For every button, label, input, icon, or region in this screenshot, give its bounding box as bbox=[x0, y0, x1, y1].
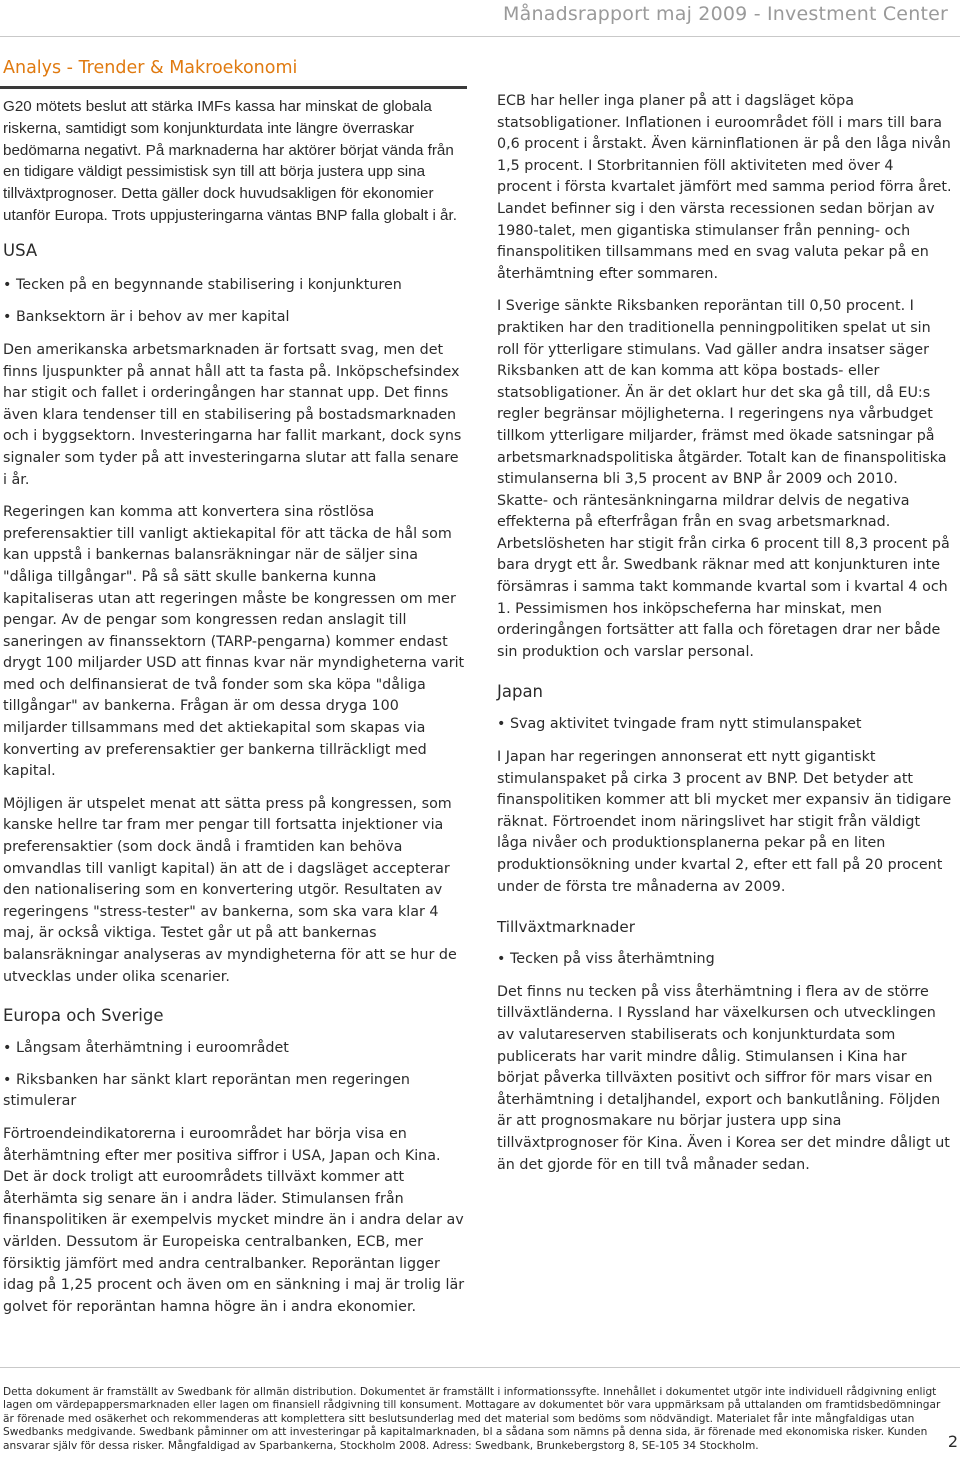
right-column bbox=[497, 91, 952, 1176]
section-title: Analys - Trender & Makroekonomi bbox=[3, 58, 298, 78]
europe-paragraph-1: Förtroendeindikatorerna i euroområdet har börja visa en återhämtning efter mer positiva siffror i USA, Japan och Kina. Det är dock troligt att euroområdets tillväxt kommer att återhämta sig senare än i andra läder. Stimulansen från finanspolitiken är exempelvis mycket mindre än i andra delar av världen. Dessutom är Europeiska centralbanken, ECB, mer försiktig jämfört med andra centralbanker. Reporäntan ligger idag på 1,25 procent och även om en sänkning i maj är trolig lär golvet för reporäntan hamna högre än i andra ekonomier. bbox=[3, 1125, 465, 1315]
usa-paragraph-3: Möjligen är utspelet menat att sätta press på kongressen, som kanske hellre tar fram mer pengar till fortsatta injektioner via preferensaktier (som dock ändå i framtiden kan behöva omvandlas till vanligt kapital) än att de i dagsläget accepterar den nationalisering som en konvertering utgör. Resultaten av regeringens "stress-tester" av bankerna, som ska vara klar 4 maj, är också viktiga. Testet går ut på att bankernas balansräkningar analyseras av myndigheterna för att se hur de utvecklas under olika scenarier. bbox=[3, 795, 457, 985]
emerging-bullet-1: • Tecken på viss återhämtning bbox=[497, 949, 952, 971]
europe-heading: Europa och Sverige bbox=[3, 1006, 164, 1026]
japan-heading: Japan bbox=[497, 682, 544, 702]
europe-bullet-2: • Riksbanken har sänkt klart reporäntan men regeringen stimulerar bbox=[3, 1070, 465, 1113]
header-divider bbox=[0, 36, 960, 37]
usa-heading: USA bbox=[3, 240, 38, 260]
europe-paragraph-3: I Sverige sänkte Riksbanken reporäntan till 0,50 procent. I praktiken har den traditionella penningpolitiken spelat ut sin roll för ytterligare stimulans. Vad gäller andra insatser säger Riksbanken att de kan komma att köpa bostads- eller statsobligationer. Än är det oklart hur det ska gå till, då EU:s regler begränsar möjligheterna. I regeringens nya vårbudget tillkom ytterligare miljarder, främst med ökade satsningar på arbetsmarknadspolitiska åtgärder. Totalt kan de finanspolitiska stimulanserna bli 3,5 procent av BNP år 2009 och 2010. Skatte- och räntesänkningarna mildrar delvis de negativa effekterna på efterfrågan från en svag arbetsmarknad. Arbetslösheten har stigit från cirka 6 procent till 8,3 procent på bara drygt ett år. Swedbank räknar med att konjunkturen inte försämras i samma takt kommande kvartal som i kvartal 4 och 1. Pessimismen hos inköpscheferna har minskat, men orderingången fortsätter att falla och företagen drar ner både sin produktion och varslar personal. bbox=[497, 298, 950, 660]
usa-bullet-2: • Banksektorn är i behov av mer kapital bbox=[3, 307, 465, 329]
usa-bullet-1: • Tecken på en begynnande stabilisering i konjunkturen bbox=[3, 275, 465, 297]
usa-paragraph-2: Regeringen kan komma att konvertera sina röstlösa preferensaktier till vanligt aktiekapital för att täcka de hål som kan uppstå i bankernas balansräkningar när de säljer sina "dåliga tillgångar". På så sätt skulle bankerna kunna kapitaliseras utan att regeringen måste be kongressen om mer pengar. Av de pengar som kongressen redan anslagit till saneringen av finanssektorn (TARP-pengarna) kommer endast drygt 100 miljarder USD att finnas kvar när myndigheterna varit med och delfinansierat de två fonder som ska köpa "dåliga tillgångar" av bankerna. Frågan är om dessa dryga 100 miljarder tillsammans med det aktiekapital som skapas via konverting av preferensaktier ger bankerna tillräckligt med kapital. bbox=[3, 504, 465, 780]
europe-bullet-1: • Långsam återhämtning i euroområdet bbox=[3, 1038, 465, 1060]
intro-paragraph: G20 mötets beslut att stärka IMFs kassa har minskat de globala riskerna, samtidigt som konjunkturdata inte längre överraskar bedömarna negativt. På marknaderna har aktörer börjat vända från en tidigare väldigt pessimistisk syn till att börja justera upp sina tillväxtprognoser. Detta gäller dock huvudsakligen för ekonomier utanför Europa. Trots uppjusteringarna väntas BNP falla globalt i år. bbox=[3, 98, 457, 224]
emerging-heading: Tillväxtmarknader bbox=[497, 918, 636, 937]
report-title: Månadsrapport maj 2009 - Investment Center bbox=[503, 3, 948, 25]
footer-divider bbox=[0, 1367, 960, 1368]
page-number: 2 bbox=[947, 1432, 958, 1451]
japan-bullet-1: • Svag aktivitet tvingade fram nytt stimulanspaket bbox=[497, 714, 952, 736]
europe-paragraph-2: ECB har heller inga planer på att i dagsläget köpa statsobligationer. Inflationen i euroområdet föll i mars till bara 0,6 procent i årstakt. Även kärninflationen är på den låga nivån 1,5 procent. I Storbritannien föll aktiviteten med över 4 procent i första kvartalet jämfört med samma period förra året. Landet befinner sig i den värsta recessionen sedan början av 1980-talet, men gigantiska stimulanser från penning- och finanspolitiken tillsammans med en svag valuta pekar på en återhämtning efter sommaren. bbox=[497, 93, 952, 282]
emerging-paragraph-1: Det finns nu tecken på viss återhämtning i flera av de större tillväxtländerna. I Ryssland har växelkursen och utvecklingen av valutareserven stabiliserats och konjunkturdata som publicerats har varit mindre dålig. Stimulansen i Kina har börjat påverka tillväxten positivt och siffror för mars visar en återhämtning i detaljhandel, export och bankutlåning. Följden är att prognosmakare nu börjar justera upp sina tillväxtprognoser för Kina. Även i Korea ser det mindre dåligt ut än det gjorde för en till två månader sedan. bbox=[497, 983, 950, 1173]
left-column bbox=[3, 96, 465, 1318]
usa-paragraph-1: Den amerikanska arbetsmarknaden är fortsatt svag, men det finns ljuspunkter på annat håll att ta fasta på. Inköpschefsindex har stigit och fallet i orderingången har stannat upp. Det finns även klara tendenser till en stabilisering på bostadsmarknaden och i byggsektorn. Investeringarna har fallit markant, dock syns signaler som tyder på att investeringarna slutar att falla senare i år. bbox=[3, 341, 462, 488]
section-divider bbox=[0, 86, 467, 89]
japan-paragraph-1: I Japan har regeringen annonserat ett nytt gigantiskt stimulanspaket på cirka 3 procent av BNP. Det betyder att finanspolitiken kommer att bli mycket mer expansiv än tidigare räknat. Förtroendet inom näringslivet har stigit från väldigt låga nivåer och produktionsplanerna pekar på en liten produktionsökning under kvartal 2, efter ett fall på 20 procent under de första tre månaderna av 2009. bbox=[497, 749, 952, 895]
footer-disclaimer: Detta dokument är framställt av Swedbank för allmän distribution. Dokumentet är framställt i informationssyfte. Innehållet i dokumentet utgör inte individuell rådgivning enligt lagen om värdepappersmarknaden eller lagen om finansiell rådgivning till konsument. Mottagare av dokumentet bör vara uppmärksam på uttalanden om framtidsbedömningar är förenade med osäkerhet och rekommenderas att komplettera sitt beslutsunderlag med det material som bedöms som nödvändigt. Materialet får inte mångfaldigas utan Swedbanks medgivande. Swedbank påminner om att investeringar på kapitalmarknaden, bl a sådana som nämns på denna sida, är förenade med ekonomiska risker. Kunden ansvarar själv för dessa risker. Mångfaldigad av Sparbankerna, Stockholm 2008. Adress: Swedbank, Brunkebergstorg 8, SE-105 34 Stockholm. bbox=[3, 1386, 941, 1452]
